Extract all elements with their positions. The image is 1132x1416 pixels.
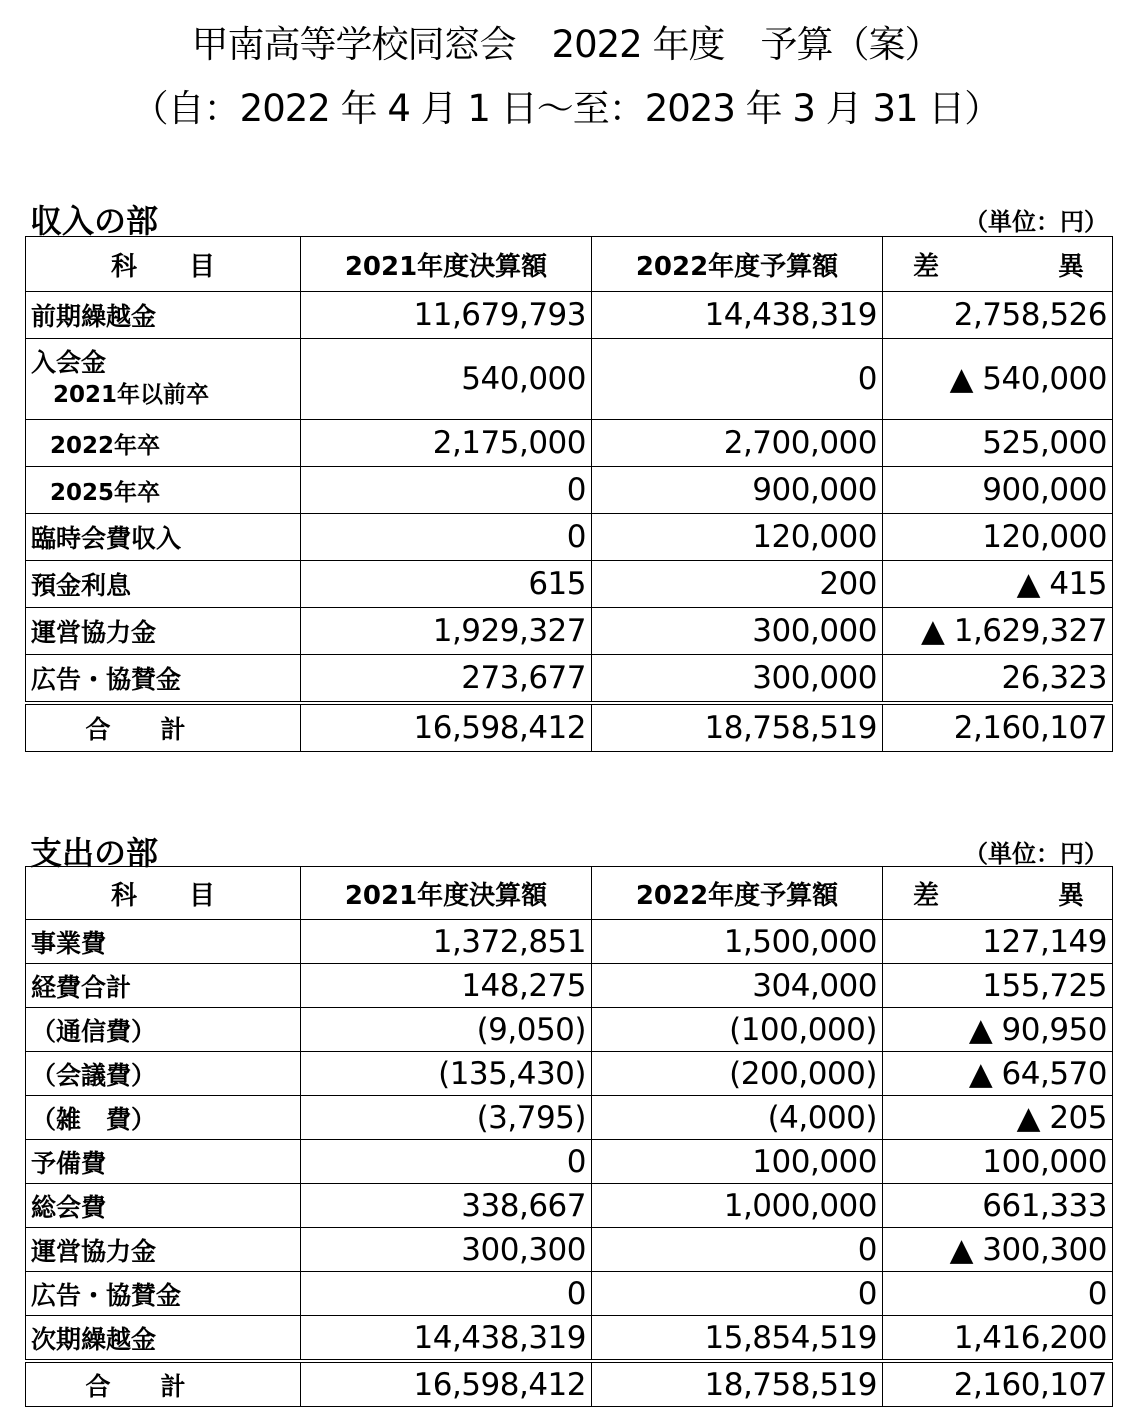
document-period: （自：2022 年 4 月 1 日～至：2023 年 3 月 31 日） — [131, 87, 1001, 130]
row-label: （会議費） — [26, 1052, 301, 1096]
value-2022: 1,000,000 — [592, 1184, 883, 1228]
header-2021-actual: 2021年度決算額 — [301, 867, 592, 920]
row-label: 2022年卒 — [26, 420, 301, 467]
value-2022: 15,854,519 — [592, 1316, 883, 1362]
row-label: 臨時会費収入 — [26, 514, 301, 561]
total-diff: 2,160,107 — [883, 703, 1113, 752]
table-row — [26, 1316, 1113, 1362]
header-item: 科 目 — [26, 867, 301, 920]
value-2021: 540,000 — [301, 339, 592, 420]
table-row — [26, 467, 1113, 514]
value-2022: 100,000 — [592, 1140, 883, 1184]
value-2022: 0 — [592, 339, 883, 420]
value-diff: 2,758,526 — [883, 292, 1113, 339]
total-row — [26, 703, 1113, 752]
header-difference: 差 異 — [883, 237, 1113, 292]
income-unit-label: （単位：円） — [964, 208, 1108, 236]
document-title: 甲南高等学校同窓会 2022 年度 予算（案） — [191, 23, 941, 66]
value-diff: 1,416,200 — [883, 1316, 1113, 1362]
header-2022-budget: 2022年度予算額 — [592, 867, 883, 920]
value-2021: (9,050) — [301, 1008, 592, 1052]
row-label: 次期繰越金 — [26, 1316, 301, 1362]
value-diff: 661,333 — [883, 1184, 1113, 1228]
table-row — [26, 1228, 1113, 1272]
row-label-sub: 2021年以前卒 — [53, 382, 210, 408]
value-2022: 900,000 — [592, 467, 883, 514]
row-label: （通信費） — [26, 1008, 301, 1052]
value-2022: (4,000) — [592, 1096, 883, 1140]
value-diff: ▲ 205 — [883, 1096, 1113, 1140]
total-2021: 16,598,412 — [301, 1361, 592, 1407]
row-label: 予備費 — [26, 1140, 301, 1184]
value-2021: 2,175,000 — [301, 420, 592, 467]
value-diff: 26,323 — [883, 655, 1113, 704]
row-label: 広告・協賛金 — [26, 655, 301, 704]
total-label: 合 計 — [26, 703, 301, 752]
header-2022-budget: 2022年度予算額 — [592, 237, 883, 292]
value-2021: 615 — [301, 561, 592, 608]
table-row — [26, 514, 1113, 561]
value-2022: 300,000 — [592, 608, 883, 655]
total-2021: 16,598,412 — [301, 703, 592, 752]
income-table — [25, 236, 1113, 752]
value-diff: ▲ 1,629,327 — [883, 608, 1113, 655]
total-diff: 2,160,107 — [883, 1361, 1113, 1407]
income-section-heading: 収入の部 — [30, 202, 159, 240]
table-row — [26, 339, 1113, 420]
table-row — [26, 561, 1113, 608]
value-2021: (3,795) — [301, 1096, 592, 1140]
row-label — [26, 339, 301, 420]
value-2021: 1,372,851 — [301, 920, 592, 964]
value-2021: 300,300 — [301, 1228, 592, 1272]
total-label: 合 計 — [26, 1361, 301, 1407]
value-2022: 0 — [592, 1272, 883, 1316]
value-2021: 0 — [301, 467, 592, 514]
total-row — [26, 1361, 1113, 1407]
value-2022: (200,000) — [592, 1052, 883, 1096]
row-label: 前期繰越金 — [26, 292, 301, 339]
table-row — [26, 964, 1113, 1008]
table-row — [26, 1008, 1113, 1052]
value-2021: 0 — [301, 514, 592, 561]
value-2021: (135,430) — [301, 1052, 592, 1096]
value-diff: 900,000 — [883, 467, 1113, 514]
value-diff: ▲ 64,570 — [883, 1052, 1113, 1096]
value-2021: 0 — [301, 1272, 592, 1316]
table-row — [26, 920, 1113, 964]
table-row — [26, 1096, 1113, 1140]
row-label: （雑 費） — [26, 1096, 301, 1140]
header-difference: 差 異 — [883, 867, 1113, 920]
value-diff: ▲ 300,300 — [883, 1228, 1113, 1272]
value-diff: ▲ 90,950 — [883, 1008, 1113, 1052]
value-2021: 14,438,319 — [301, 1316, 592, 1362]
value-diff: 100,000 — [883, 1140, 1113, 1184]
value-2022: 14,438,319 — [592, 292, 883, 339]
value-2022: 1,500,000 — [592, 920, 883, 964]
value-2022: 0 — [592, 1228, 883, 1272]
row-label: 総会費 — [26, 1184, 301, 1228]
row-label: 運営協力金 — [26, 608, 301, 655]
value-2021: 1,929,327 — [301, 608, 592, 655]
value-2021: 273,677 — [301, 655, 592, 704]
value-diff: 120,000 — [883, 514, 1113, 561]
row-label: 2025年卒 — [26, 467, 301, 514]
value-diff: 127,149 — [883, 920, 1113, 964]
row-label: 経費合計 — [26, 964, 301, 1008]
value-2022: 304,000 — [592, 964, 883, 1008]
row-label: 預金利息 — [26, 561, 301, 608]
table-row — [26, 1052, 1113, 1096]
header-2021-actual: 2021年度決算額 — [301, 237, 592, 292]
row-label: 事業費 — [26, 920, 301, 964]
value-2022: 120,000 — [592, 514, 883, 561]
income-header-row — [26, 237, 1113, 292]
expense-table — [25, 866, 1113, 1407]
table-row — [26, 1272, 1113, 1316]
row-label: 広告・協賛金 — [26, 1272, 301, 1316]
value-2021: 148,275 — [301, 964, 592, 1008]
table-row — [26, 1184, 1113, 1228]
expense-section-heading: 支出の部 — [30, 834, 159, 872]
value-2022: 200 — [592, 561, 883, 608]
value-diff: 0 — [883, 1272, 1113, 1316]
table-row — [26, 1140, 1113, 1184]
expense-unit-label: （単位：円） — [964, 840, 1108, 868]
table-row — [26, 292, 1113, 339]
value-2021: 338,667 — [301, 1184, 592, 1228]
value-2022: (100,000) — [592, 1008, 883, 1052]
table-row — [26, 420, 1113, 467]
value-diff: 525,000 — [883, 420, 1113, 467]
table-row — [26, 655, 1113, 704]
row-label: 運営協力金 — [26, 1228, 301, 1272]
value-2021: 11,679,793 — [301, 292, 592, 339]
value-2022: 2,700,000 — [592, 420, 883, 467]
total-2022: 18,758,519 — [592, 1361, 883, 1407]
header-item: 科 目 — [26, 237, 301, 292]
table-row — [26, 608, 1113, 655]
value-2022: 300,000 — [592, 655, 883, 704]
row-label-main: 入会金 — [31, 348, 107, 377]
total-2022: 18,758,519 — [592, 703, 883, 752]
expense-header-row — [26, 867, 1113, 920]
value-diff: 155,725 — [883, 964, 1113, 1008]
value-2021: 0 — [301, 1140, 592, 1184]
value-diff: ▲ 540,000 — [883, 339, 1113, 420]
value-diff: ▲ 415 — [883, 561, 1113, 608]
